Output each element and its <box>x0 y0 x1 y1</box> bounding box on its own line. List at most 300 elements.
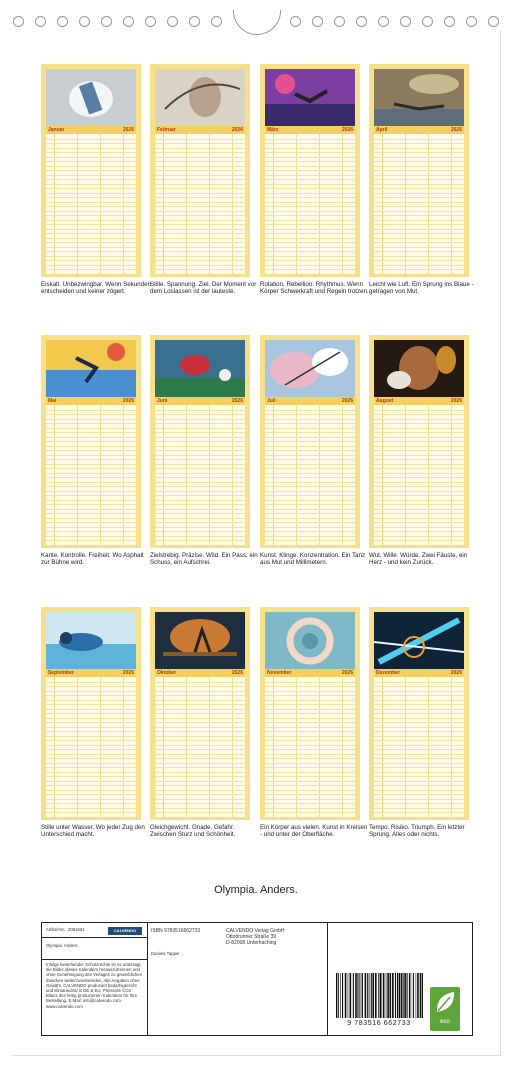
grid-row-line <box>155 722 245 723</box>
grid-row-line <box>265 713 355 714</box>
grid-column-line <box>342 134 343 274</box>
grid-row-line <box>374 531 464 532</box>
grid-row-line <box>46 170 136 171</box>
month-planner-grid <box>46 134 136 274</box>
grid-row-line <box>155 446 245 447</box>
grid-row-line <box>374 229 464 230</box>
grid-row-line <box>374 251 464 252</box>
article-number: 2081661 <box>68 927 85 932</box>
grid-column-line <box>209 677 210 817</box>
grid-row-line <box>155 419 245 420</box>
month-january <box>41 64 141 277</box>
binding-hole <box>101 16 112 27</box>
grid-row-line <box>155 143 245 144</box>
barcode-bar <box>399 973 401 1018</box>
grid-row-line <box>265 148 355 149</box>
barcode-bar <box>407 973 408 1018</box>
grid-row-line <box>155 758 245 759</box>
grid-row-line <box>46 224 136 225</box>
month-name: Oktober <box>157 670 177 676</box>
grid-row-line <box>46 790 136 791</box>
grid-row-line <box>46 166 136 167</box>
grid-row-line <box>374 495 464 496</box>
publisher-info-box <box>41 922 473 1036</box>
barcode-bar <box>413 973 414 1018</box>
grid-row-line <box>155 713 245 714</box>
grid-row-line <box>46 423 136 424</box>
grid-row-line <box>265 220 355 221</box>
grid-row-line <box>374 459 464 460</box>
divider <box>147 923 148 1035</box>
month-caption: Rotation. Rebellion. Rhythmus. Wenn Körper Schwerkraft und Regeln trotzen. <box>260 281 369 295</box>
grid-row-line <box>155 224 245 225</box>
grid-row-line <box>46 184 136 185</box>
grid-row-line <box>265 522 355 523</box>
grid-row-line <box>155 166 245 167</box>
month-photo <box>155 612 245 669</box>
month-name: August <box>376 398 394 404</box>
grid-row-line <box>374 455 464 456</box>
barcode-bar <box>416 973 417 1018</box>
grid-row-line <box>155 184 245 185</box>
grid-row-line <box>374 202 464 203</box>
grid-row-line <box>46 468 136 469</box>
month-name: November <box>267 670 292 676</box>
month-caption: Leicht wie Luft. Ein Sprung ins Blaue - getragen von Mut. <box>369 281 474 295</box>
grid-row-line <box>374 269 464 270</box>
grid-row-line <box>155 794 245 795</box>
grid-row-line <box>265 437 355 438</box>
binding-hole <box>378 16 389 27</box>
month-planner-grid <box>374 134 464 274</box>
binding-hole <box>356 16 367 27</box>
grid-row-line <box>374 522 464 523</box>
divider <box>327 923 328 1035</box>
barcode-bar <box>338 973 339 1018</box>
grid-row-line <box>265 691 355 692</box>
grid-row-line <box>46 700 136 701</box>
month-photo <box>374 340 464 397</box>
grid-row-line <box>374 206 464 207</box>
day-column <box>374 677 383 817</box>
month-caption: Stille. Spannung. Ziel. Der Moment vor dem Loslassen ist der lauteste. <box>150 281 257 295</box>
grid-row-line <box>374 704 464 705</box>
day-column <box>374 134 383 274</box>
grid-column-line <box>342 405 343 545</box>
grid-row-line <box>155 686 245 687</box>
grid-row-line <box>374 772 464 773</box>
day-column <box>46 677 55 817</box>
grid-row-line <box>46 799 136 800</box>
grid-row-line <box>374 220 464 221</box>
month-year: 2026 <box>122 127 134 133</box>
grid-row-line <box>46 139 136 140</box>
grid-row-line <box>374 139 464 140</box>
barcode-bar <box>348 973 349 1018</box>
grid-row-line <box>374 536 464 537</box>
barcode-bar <box>372 973 374 1018</box>
barcode-bar <box>340 973 341 1018</box>
grid-row-line <box>374 242 464 243</box>
grid-row-line <box>374 513 464 514</box>
day-column <box>155 405 164 545</box>
grid-row-line <box>374 473 464 474</box>
grid-row-line <box>374 179 464 180</box>
grid-row-line <box>374 500 464 501</box>
grid-row-line <box>155 727 245 728</box>
grid-row-line <box>374 468 464 469</box>
binding-hole <box>57 16 68 27</box>
barcode-bar <box>409 973 410 1018</box>
grid-column-line <box>232 405 233 545</box>
grid-row-line <box>155 486 245 487</box>
grid-row-line <box>46 193 136 194</box>
grid-row-line <box>265 175 355 176</box>
month-march <box>260 64 360 277</box>
grid-row-line <box>46 785 136 786</box>
grid-row-line <box>265 482 355 483</box>
grid-row-line <box>46 229 136 230</box>
grid-row-line <box>155 220 245 221</box>
grid-column-line <box>123 405 124 545</box>
grid-row-line <box>155 704 245 705</box>
month-planner-grid <box>265 405 355 545</box>
barcode-bar <box>422 973 423 1018</box>
barcode-bar <box>342 973 343 1018</box>
grid-row-line <box>155 455 245 456</box>
grid-row-line <box>374 441 464 442</box>
grid-row-line <box>265 736 355 737</box>
grid-column-line <box>451 405 452 545</box>
grid-row-line <box>155 691 245 692</box>
grid-row-line <box>155 491 245 492</box>
grid-row-line <box>265 419 355 420</box>
grid-row-line <box>265 803 355 804</box>
grid-row-line <box>46 686 136 687</box>
grid-row-line <box>155 695 245 696</box>
month-name: April <box>376 127 388 133</box>
grid-row-line <box>265 767 355 768</box>
grid-row-line <box>265 704 355 705</box>
grid-row-line <box>46 265 136 266</box>
grid-row-line <box>265 197 355 198</box>
grid-column-line <box>296 677 297 817</box>
grid-row-line <box>265 464 355 465</box>
grid-column-line <box>77 677 78 817</box>
grid-row-line <box>46 682 136 683</box>
grid-row-line <box>46 238 136 239</box>
grid-row-line <box>265 749 355 750</box>
grid-row-line <box>155 468 245 469</box>
grid-row-line <box>265 455 355 456</box>
grid-row-line <box>374 432 464 433</box>
month-july <box>260 335 360 548</box>
month-june <box>150 335 250 548</box>
grid-row-line <box>46 540 136 541</box>
grid-row-line <box>374 767 464 768</box>
barcode-bar <box>371 973 372 1018</box>
grid-row-line <box>265 504 355 505</box>
grid-row-line <box>155 432 245 433</box>
grid-row-line <box>155 211 245 212</box>
grid-row-line <box>46 731 136 732</box>
month-photo <box>265 340 355 397</box>
grid-row-line <box>155 540 245 541</box>
grid-column-line <box>319 405 320 545</box>
grid-row-line <box>374 170 464 171</box>
grid-row-line <box>155 513 245 514</box>
grid-row-line <box>374 152 464 153</box>
publisher-street: Ottobrunner Straße 39 <box>226 934 277 940</box>
binding-hole <box>290 16 301 27</box>
grid-row-line <box>374 233 464 234</box>
barcode-bar <box>380 973 382 1018</box>
grid-row-line <box>46 215 136 216</box>
month-name: März <box>267 127 279 133</box>
month-header <box>155 397 245 405</box>
binding-hole <box>145 16 156 27</box>
short-title: Olympia. Anders. <box>46 943 79 948</box>
month-photo <box>46 340 136 397</box>
grid-row-line <box>46 709 136 710</box>
grid-row-line <box>46 754 136 755</box>
month-name: Januar <box>48 127 65 133</box>
month-planner-grid <box>46 677 136 817</box>
grid-row-line <box>374 256 464 257</box>
grid-row-line <box>265 468 355 469</box>
grid-row-line <box>155 754 245 755</box>
grid-row-line <box>46 410 136 411</box>
barcode <box>334 973 424 1018</box>
grid-row-line <box>46 220 136 221</box>
grid-row-line <box>374 491 464 492</box>
grid-row-line <box>155 482 245 483</box>
binding-hole <box>334 16 345 27</box>
grid-row-line <box>265 423 355 424</box>
grid-row-line <box>265 745 355 746</box>
grid-row-line <box>374 175 464 176</box>
grid-row-line <box>155 709 245 710</box>
grid-row-line <box>265 143 355 144</box>
grid-row-line <box>46 704 136 705</box>
month-year: 2026 <box>122 398 134 404</box>
grid-row-line <box>46 495 136 496</box>
month-photo <box>265 69 355 126</box>
grid-row-line <box>374 754 464 755</box>
grid-row-line <box>46 414 136 415</box>
grid-row-line <box>265 808 355 809</box>
grid-row-line <box>265 432 355 433</box>
grid-column-line <box>186 134 187 274</box>
binding-hole <box>400 16 411 27</box>
grid-column-line <box>232 134 233 274</box>
grid-row-line <box>265 500 355 501</box>
month-header <box>374 126 464 134</box>
isbn: ISBN 9783516662733 <box>151 928 201 934</box>
grid-row-line <box>265 229 355 230</box>
grid-row-line <box>374 161 464 162</box>
grid-row-line <box>155 763 245 764</box>
grid-row-line <box>374 790 464 791</box>
grid-row-line <box>46 432 136 433</box>
grid-row-line <box>265 233 355 234</box>
grid-row-line <box>265 166 355 167</box>
grid-row-line <box>46 722 136 723</box>
grid-row-line <box>374 540 464 541</box>
binding-hole <box>13 16 24 27</box>
grid-column-line <box>451 134 452 274</box>
grid-row-line <box>155 233 245 234</box>
grid-row-line <box>265 790 355 791</box>
grid-row-line <box>46 419 136 420</box>
grid-row-line <box>265 763 355 764</box>
month-photo <box>46 69 136 126</box>
binding-hole <box>123 16 134 27</box>
grid-row-line <box>265 799 355 800</box>
grid-row-line <box>46 473 136 474</box>
grid-row-line <box>46 143 136 144</box>
grid-row-line <box>265 238 355 239</box>
grid-row-line <box>46 251 136 252</box>
grid-row-line <box>46 740 136 741</box>
month-april <box>369 64 469 277</box>
month-caption: Kunst. Klinge. Konzentration. Ein Tanz aus Mut und Millimetern. <box>260 552 366 566</box>
month-caption: Gleichgewicht. Gnade. Gefahr. Zwischen Sturz und Schönheit. <box>150 824 236 838</box>
binding-hole <box>79 16 90 27</box>
barcode-bar <box>357 973 358 1018</box>
month-caption: Zielstrebig. Präzise. Wild. Ein Pass, ein Schuss, ein Aufschrei. <box>150 552 258 566</box>
month-header <box>374 397 464 405</box>
grid-row-line <box>155 509 245 510</box>
month-photo <box>155 69 245 126</box>
grid-row-line <box>155 269 245 270</box>
grid-row-line <box>265 722 355 723</box>
grid-row-line <box>265 781 355 782</box>
grid-row-line <box>46 477 136 478</box>
grid-row-line <box>265 179 355 180</box>
month-august <box>369 335 469 548</box>
month-planner-grid <box>374 677 464 817</box>
grid-row-line <box>155 718 245 719</box>
grid-row-line <box>265 794 355 795</box>
grid-row-line <box>265 410 355 411</box>
barcode-bar <box>386 973 387 1018</box>
grid-row-line <box>374 731 464 732</box>
barcode-bar <box>392 973 394 1018</box>
barcode-bar <box>362 973 363 1018</box>
grid-row-line <box>374 776 464 777</box>
grid-column-line <box>405 405 406 545</box>
grid-row-line <box>46 536 136 537</box>
grid-row-line <box>265 495 355 496</box>
barcode-bar <box>420 973 422 1018</box>
grid-row-line <box>46 504 136 505</box>
grid-row-line <box>265 269 355 270</box>
grid-row-line <box>46 247 136 248</box>
grid-row-line <box>265 718 355 719</box>
month-caption: Kante. Kontrolle. Freiheit. Wo Asphalt zur Bühne wird. <box>41 552 144 566</box>
grid-row-line <box>155 736 245 737</box>
grid-row-line <box>374 713 464 714</box>
month-planner-grid <box>155 134 245 274</box>
grid-row-line <box>374 727 464 728</box>
grid-row-line <box>46 450 136 451</box>
grid-row-line <box>46 211 136 212</box>
grid-row-line <box>155 175 245 176</box>
grid-row-line <box>265 776 355 777</box>
grid-row-line <box>374 785 464 786</box>
grid-row-line <box>155 260 245 261</box>
month-planner-grid <box>265 677 355 817</box>
barcode-bar <box>367 973 368 1018</box>
calendar-title: Olympia. Anders. <box>214 884 298 896</box>
month-header <box>46 669 136 677</box>
grid-row-line <box>265 450 355 451</box>
grid-row-line <box>374 477 464 478</box>
barcode-bar <box>336 973 337 1018</box>
grid-column-line <box>77 405 78 545</box>
grid-row-line <box>155 139 245 140</box>
grid-row-line <box>46 491 136 492</box>
grid-row-line <box>265 486 355 487</box>
month-name: Dezember <box>376 670 400 676</box>
grid-row-line <box>374 197 464 198</box>
grid-row-line <box>46 206 136 207</box>
grid-row-line <box>374 188 464 189</box>
grid-row-line <box>46 749 136 750</box>
grid-row-line <box>265 509 355 510</box>
grid-row-line <box>155 740 245 741</box>
barcode-bar <box>401 973 403 1018</box>
grid-row-line <box>265 812 355 813</box>
grid-row-line <box>155 157 245 158</box>
month-photo <box>374 612 464 669</box>
divider <box>42 937 147 938</box>
grid-column-line <box>405 677 406 817</box>
grid-row-line <box>155 812 245 813</box>
grid-row-line <box>374 410 464 411</box>
grid-row-line <box>46 260 136 261</box>
grid-row-line <box>265 686 355 687</box>
grid-row-line <box>374 148 464 149</box>
grid-row-line <box>155 256 245 257</box>
grid-row-line <box>265 224 355 225</box>
month-planner-grid <box>155 677 245 817</box>
grid-row-line <box>155 745 245 746</box>
day-column <box>155 134 164 274</box>
barcode-bar <box>403 973 404 1018</box>
month-name: Juli <box>267 398 276 404</box>
grid-row-line <box>46 781 136 782</box>
publisher-logo: CALVENDO <box>108 927 142 935</box>
grid-row-line <box>155 477 245 478</box>
grid-row-line <box>155 410 245 411</box>
grid-row-line <box>265 265 355 266</box>
grid-column-line <box>296 405 297 545</box>
grid-column-line <box>428 405 429 545</box>
day-column <box>46 134 55 274</box>
barcode-bar <box>417 973 419 1018</box>
grid-row-line <box>374 736 464 737</box>
month-header <box>155 669 245 677</box>
month-year: 2026 <box>231 670 243 676</box>
grid-row-line <box>265 758 355 759</box>
grid-row-line <box>46 256 136 257</box>
grid-row-line <box>374 691 464 692</box>
grid-row-line <box>46 437 136 438</box>
grid-row-line <box>374 700 464 701</box>
grid-row-line <box>46 718 136 719</box>
